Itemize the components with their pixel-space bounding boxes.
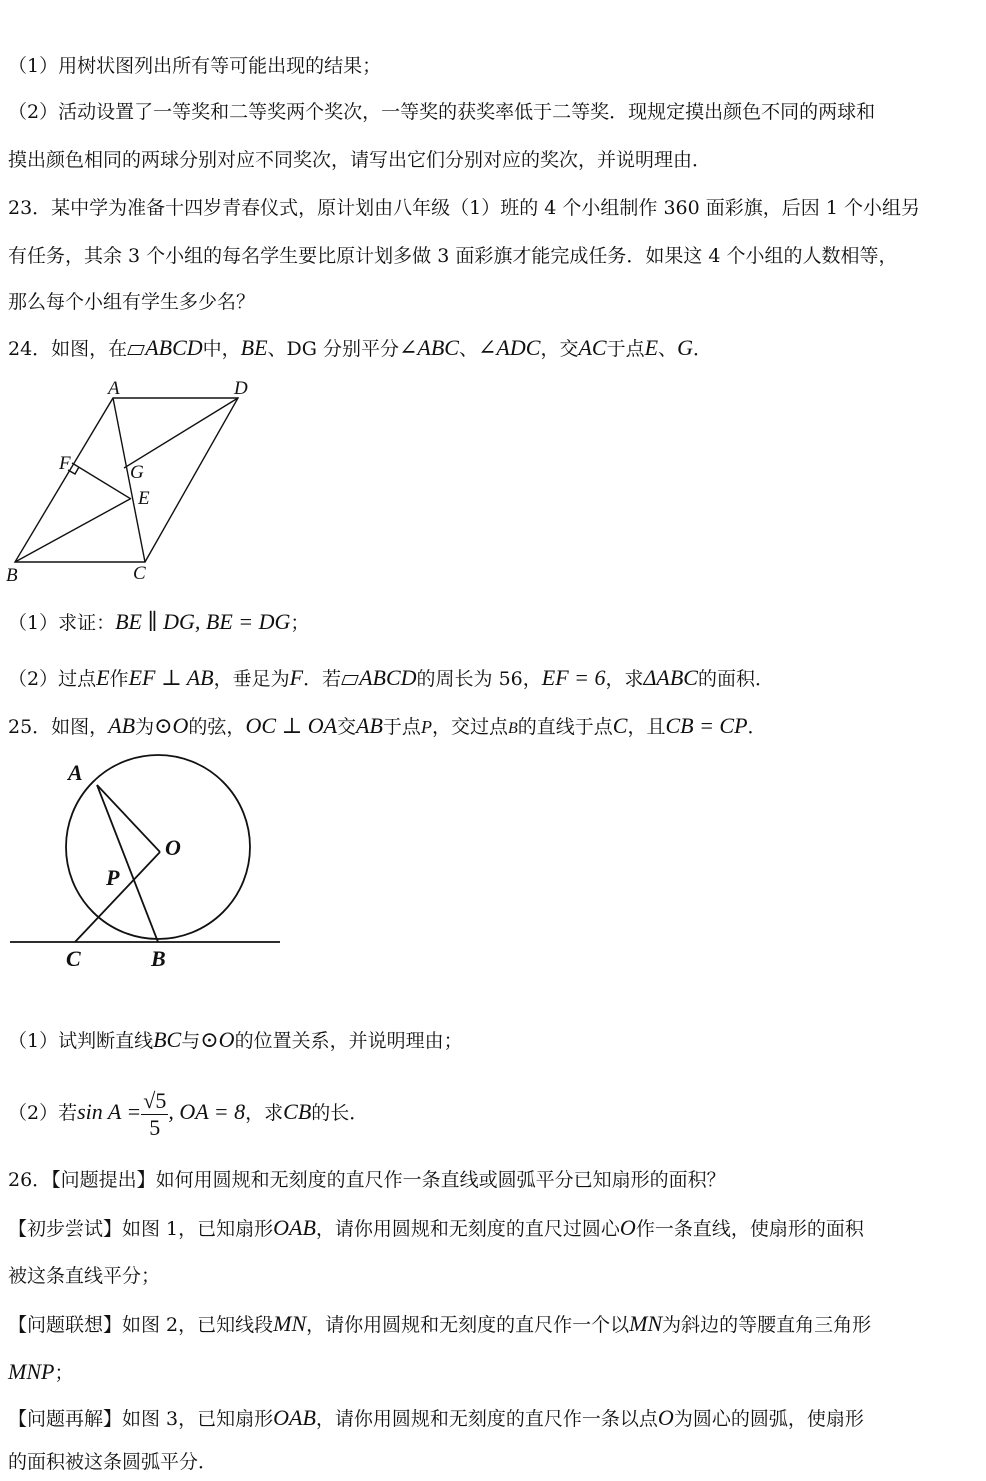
label-a: A [68,760,83,785]
label-b: B [151,946,166,971]
q26-line3: 被这条直线平分； [8,1265,161,1287]
q25-stem: 25．如图，AB为⊙O的弦，OC ⊥ OA交AB于点P，交过点B的直线于点C，且CB = CP． [8,713,767,738]
q26-line1: 26．【问题提出】如何用圆规和无刻度的直尺作一条直线或圆弧平分已知扇形的面积？ [8,1169,726,1191]
q22-part2-line2: 摸出颜色相同的两球分别对应不同奖次，请写出它们分别对应的奖次，并说明理由． [8,149,712,171]
label-d: D [234,378,248,399]
q22-part2-line1: （2）活动设置了一等奖和二等奖两个奖次，一等奖的获奖率低于二等奖．现规定摸出颜色不同的两球和 [8,101,876,123]
q25-part2: （2）若sin A = $\frac{√5}{5}$ , OA = 8，求CB的长． [8,1087,369,1140]
label-c: C [66,946,81,971]
q23-line2: 有任务，其余 3 个小组的每名学生要比原计划多做 3 面彩旗才能完成任务．如果这 4 个小组的人数相等， [8,245,898,267]
q24-stem: 24．如图，在 ABCD中，BE、DG 分别平分∠ABC、∠ADC，交AC于点E、G． [8,335,712,360]
label-a: A [108,378,120,399]
fraction-sqrt5-over-5: $\frac{√5}{5}$ [143,1087,167,1140]
segment-fe [72,463,131,499]
label-o: O [165,835,181,860]
q26-line6: 【问题再解】如图 3，已知扇形OAB，请你用圆规和无刻度的直尺作一条以点O为圆心的圆弧，使扇形 [8,1405,864,1430]
label-e: E [138,488,150,509]
parallelogram-abcd [15,398,238,562]
q23-line3: 那么每个小组有学生多少名？ [8,291,256,313]
q23-line1: 23．某中学为准备十四岁青春仪式，原计划由八年级（1）班的 4 个小组制作 360 面彩旗，后因 1 个小组另 [8,197,920,219]
q26-line5: MNP； [8,1359,74,1384]
q26-line4: 【问题联想】如图 2，已知线段MN，请你用圆规和无刻度的直尺作一个以MN为斜边的等腰直角三角形 [8,1311,872,1336]
q26-line2: 【初步尝试】如图 1，已知扇形OAB，请你用圆规和无刻度的直尺过圆心O作一条直线，使扇形的面积 [8,1215,864,1240]
parallelogram-icon [127,345,145,355]
q25-part1: （1）试判断直线BC与⊙O的位置关系，并说明理由； [8,1027,463,1052]
q24-part2: （2）过点E作EF ⊥ AB，垂足为F．若 ABCD的周长为 56，EF = 6，求ΔABC的面积． [8,665,774,690]
label-c: C [133,563,146,584]
label-f: F [59,453,71,474]
figure-circle [0,752,290,977]
label-b: B [6,565,18,586]
q26-line7: 的面积被这条圆弧平分． [8,1451,218,1473]
q24-part1: （1）求证：BE ∥ DG, BE = DG； [8,609,310,634]
q22-part1: （1）用树状图列出所有等可能出现的结果； [8,55,382,77]
radius-oa [97,785,160,852]
label-p: P [106,865,120,890]
parallelogram-icon [341,675,359,685]
circle-o [66,755,250,939]
figure-parallelogram [0,376,270,591]
label-g: G [130,462,144,483]
segment-be [15,499,130,562]
segment-dg [124,398,238,468]
